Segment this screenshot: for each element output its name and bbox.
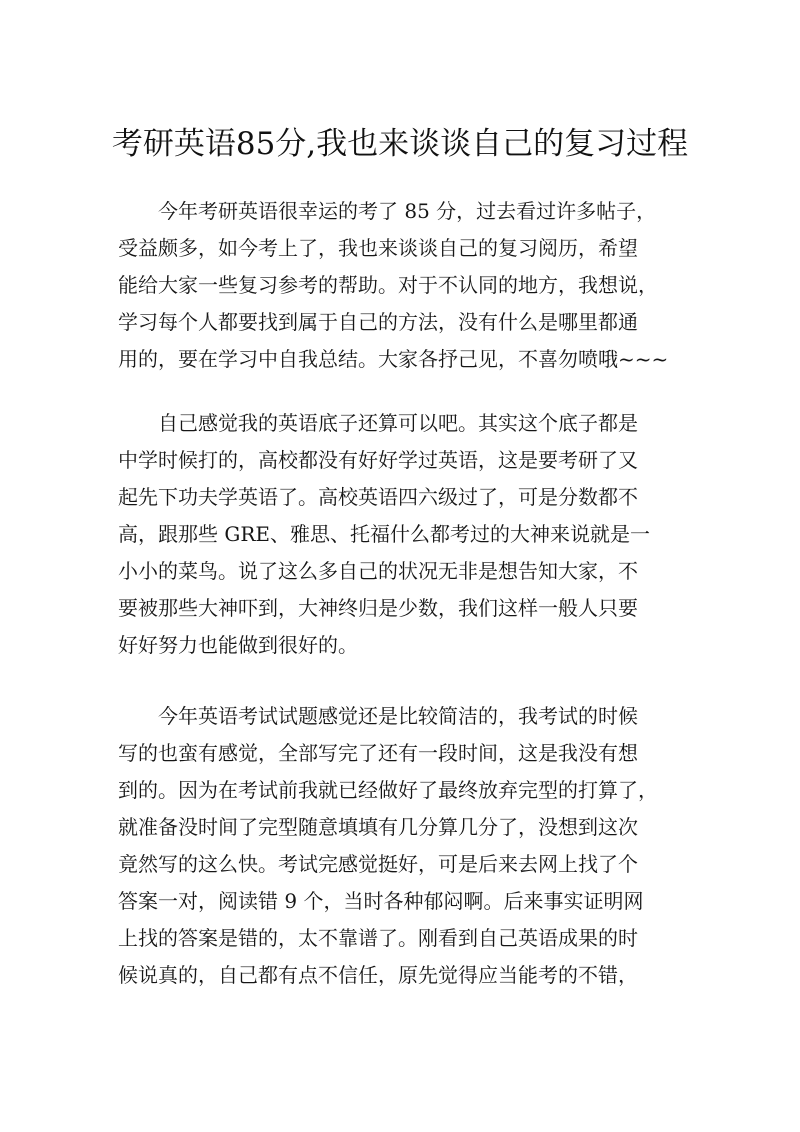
paragraph-line: 竟然写的这么快。考试完感觉挺好，可是后来去网上找了个 — [118, 852, 638, 876]
paragraph-line: 好好努力也能做到很好的。 — [118, 633, 358, 657]
paragraph-line: 小小的菜鸟。说了这么多自己的状况无非是想告知大家，不 — [118, 559, 638, 583]
paragraph-line: 自己感觉我的英语底子还算可以吧。其实这个底子都是 — [158, 411, 638, 435]
paragraph-line: 到的。因为在考试前我就已经做好了最终放弃完型的打算了， — [118, 778, 658, 802]
paragraph-line: 今年考研英语很幸运的考了 85 分，过去看过许多帖子， — [158, 199, 657, 223]
paragraph-3 — [118, 698, 684, 994]
paragraph-line: 写的也蛮有感觉，全部写完了还有一段时间，这是我没有想 — [118, 741, 638, 765]
paragraph-line: 用的，要在学习中自我总结。大家各抒己见，不喜勿喷哦~~~ — [118, 347, 669, 371]
paragraph-line: 高，跟那些 GRE、雅思、托福什么都考过的大神来说就是一 — [118, 522, 650, 546]
paragraph-line: 答案一对，阅读错 9 个，当时各种郁闷啊。后来事实证明网 — [118, 889, 644, 913]
paragraph-line: 受益颇多，如今考上了，我也来谈谈自己的复习阅历，希望 — [118, 236, 638, 260]
paragraph-line: 就准备没时间了完型随意填填有几分算几分了，没想到这次 — [118, 815, 638, 839]
paragraph-line: 今年英语考试试题感觉还是比较简洁的，我考试的时候 — [158, 704, 638, 728]
paragraph-line: 能给大家一些复习参考的帮助。对于不认同的地方，我想说， — [118, 273, 658, 297]
paragraph-line: 候说真的，自己都有点不信任，原先觉得应当能考的不错， — [118, 963, 638, 987]
paragraph-line: 上找的答案是错的，太不靠谱了。刚看到自己英语成果的时 — [118, 926, 638, 950]
paragraph-line: 要被那些大神吓到，大神终归是少数，我们这样一般人只要 — [118, 596, 638, 620]
paragraph-1 — [118, 193, 684, 378]
paragraph-2 — [118, 405, 684, 664]
document-title: 考研英语85分,我也来谈谈自己的复习过程 — [111, 126, 689, 162]
paragraph-line: 学习每个人都要找到属于自己的方法，没有什么是哪里都通 — [118, 310, 638, 334]
paragraph-line: 起先下功夫学英语了。高校英语四六级过了，可是分数都不 — [118, 485, 638, 509]
paragraph-line: 中学时候打的，高校都没有好好学过英语，这是要考研了又 — [118, 448, 638, 472]
